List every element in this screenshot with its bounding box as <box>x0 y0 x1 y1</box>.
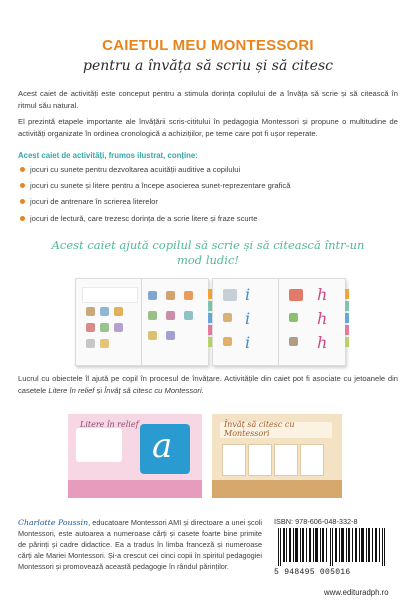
bullet-icon <box>20 167 25 172</box>
product-box-litere-in-relief <box>68 414 202 500</box>
picture-icon <box>148 331 157 340</box>
box-side <box>212 480 342 498</box>
list-item <box>20 196 400 207</box>
picture-icon <box>289 289 303 301</box>
contents-heading: Acest caiet de activități, frumos ilustrat, conține: <box>18 151 198 160</box>
isbn-label: ISBN: 978-606-048-332-8 <box>274 517 358 526</box>
bullet-icon <box>20 183 25 188</box>
box-label: Învăț să citesc cu Montessori <box>224 420 295 438</box>
book-subtitle: pentru a învăța să scriu și să citesc <box>82 58 333 74</box>
picture-icon <box>223 313 232 322</box>
highlight-quote: Acest caiet ajută copilul să scrie și să citească într-un mod ludic! <box>51 238 365 267</box>
objects-text-end: . <box>201 385 204 395</box>
spread-header-box <box>82 287 138 303</box>
card-icon <box>222 444 246 476</box>
picture-icon <box>166 291 175 300</box>
letter-a-icon: a <box>152 426 173 466</box>
list-item-text: jocuri cu sunete și litere pentru a începe asocierea sunet-reprezentare grafică <box>30 181 291 191</box>
letter-i-icon: i <box>245 333 251 352</box>
list-item <box>20 164 400 175</box>
list-item <box>20 213 400 224</box>
picture-icon <box>166 311 175 320</box>
book-title: CAIETUL MEU MONTESSORI <box>102 37 314 54</box>
barcode-digits: 5 948495 005016 <box>274 568 351 577</box>
ice-cream-picture-icon <box>223 337 232 346</box>
objects-paragraph <box>18 373 398 396</box>
list-item-text: jocuri de antrenare în scrierea literelor <box>30 197 158 207</box>
publisher-website: www.edituradph.ro <box>324 588 389 597</box>
intro-paragraph-1: Acest caiet de activități este conceput pentru a stimula dorința copilului de a învăța să scrie și să citească în ritmul său natural. <box>18 89 398 110</box>
picture-icon <box>100 323 109 332</box>
picture-icon <box>148 311 157 320</box>
barcode-icon <box>274 528 390 566</box>
card-icon <box>248 444 272 476</box>
picture-icon <box>100 307 109 316</box>
picture-icon <box>114 307 123 316</box>
product-box-invat-sa-citesc <box>212 414 342 500</box>
contents-list <box>20 164 400 229</box>
picture-icon <box>289 337 298 346</box>
picture-icon <box>86 339 95 348</box>
letter-i-icon: i <box>245 309 251 328</box>
list-item <box>20 180 400 191</box>
page-tabs <box>345 289 349 349</box>
picture-icon <box>166 331 175 340</box>
box-window <box>76 428 122 462</box>
author-name: Charlotte Poussin <box>18 518 89 527</box>
book-spread-illustration <box>212 278 346 366</box>
author-bio <box>18 517 262 572</box>
picture-icon <box>289 313 298 322</box>
picture-icon <box>86 307 95 316</box>
box-side <box>68 480 202 498</box>
bullet-icon <box>20 199 25 204</box>
letter-h-icon: h <box>317 309 328 328</box>
picture-icon <box>184 291 193 300</box>
intro-paragraph-2: El prezintă etapele importante ale învățării scris-cititului în pedagogia Montessori și propune o multitudine de activități organizate în ordinea cronologică a achizițiilor, pe teme care pot fi ușor reperate. <box>18 117 398 138</box>
picture-icon <box>86 323 95 332</box>
spread-fold <box>141 279 142 365</box>
list-item-text: jocuri de lectură, care trezesc dorința de a scrie litere și fraze scurte <box>30 213 258 223</box>
author-bio-text: , educatoare Montessori AMI și directoare a unei școli Montessori, este autoarea a numeroase cărți și casete foarte bine primite de părinți și cadre didactice. Ea a tradus în limba franceză și numeroase cărți ale Mariei Montessori. Și-a crescut cei cinci copii în spiritul pedagogiei Montessori și promovează această pedagogie în rândul părinților. <box>18 518 262 571</box>
bullet-icon <box>20 216 25 221</box>
spread-fold <box>278 279 279 365</box>
objects-text: Lucrul cu obiectele îl ajută pe copil în procesul de învățare. Activitățile din caiet pot fi asociate cu jetoanele din casetele <box>18 374 398 395</box>
letter-h-icon: h <box>317 333 328 352</box>
igloo-picture-icon <box>223 289 237 301</box>
box-title-two: Învăț să citesc cu Montessori <box>104 385 202 395</box>
box-title-one: Litere în relief <box>48 385 95 395</box>
picture-icon <box>100 339 109 348</box>
letter-i-icon: i <box>245 285 251 304</box>
card-icon <box>274 444 298 476</box>
objects-text-mid: și <box>94 385 105 395</box>
picture-icon <box>114 323 123 332</box>
box-label: Litere în relief <box>80 420 139 429</box>
card-icon <box>300 444 324 476</box>
book-spread-illustration <box>75 278 209 366</box>
picture-icon <box>184 311 193 320</box>
letter-h-icon: h <box>317 285 328 304</box>
picture-icon <box>148 291 157 300</box>
list-item-text: jocuri cu sunete pentru dezvoltarea acuității auditive a copilului <box>30 165 241 174</box>
